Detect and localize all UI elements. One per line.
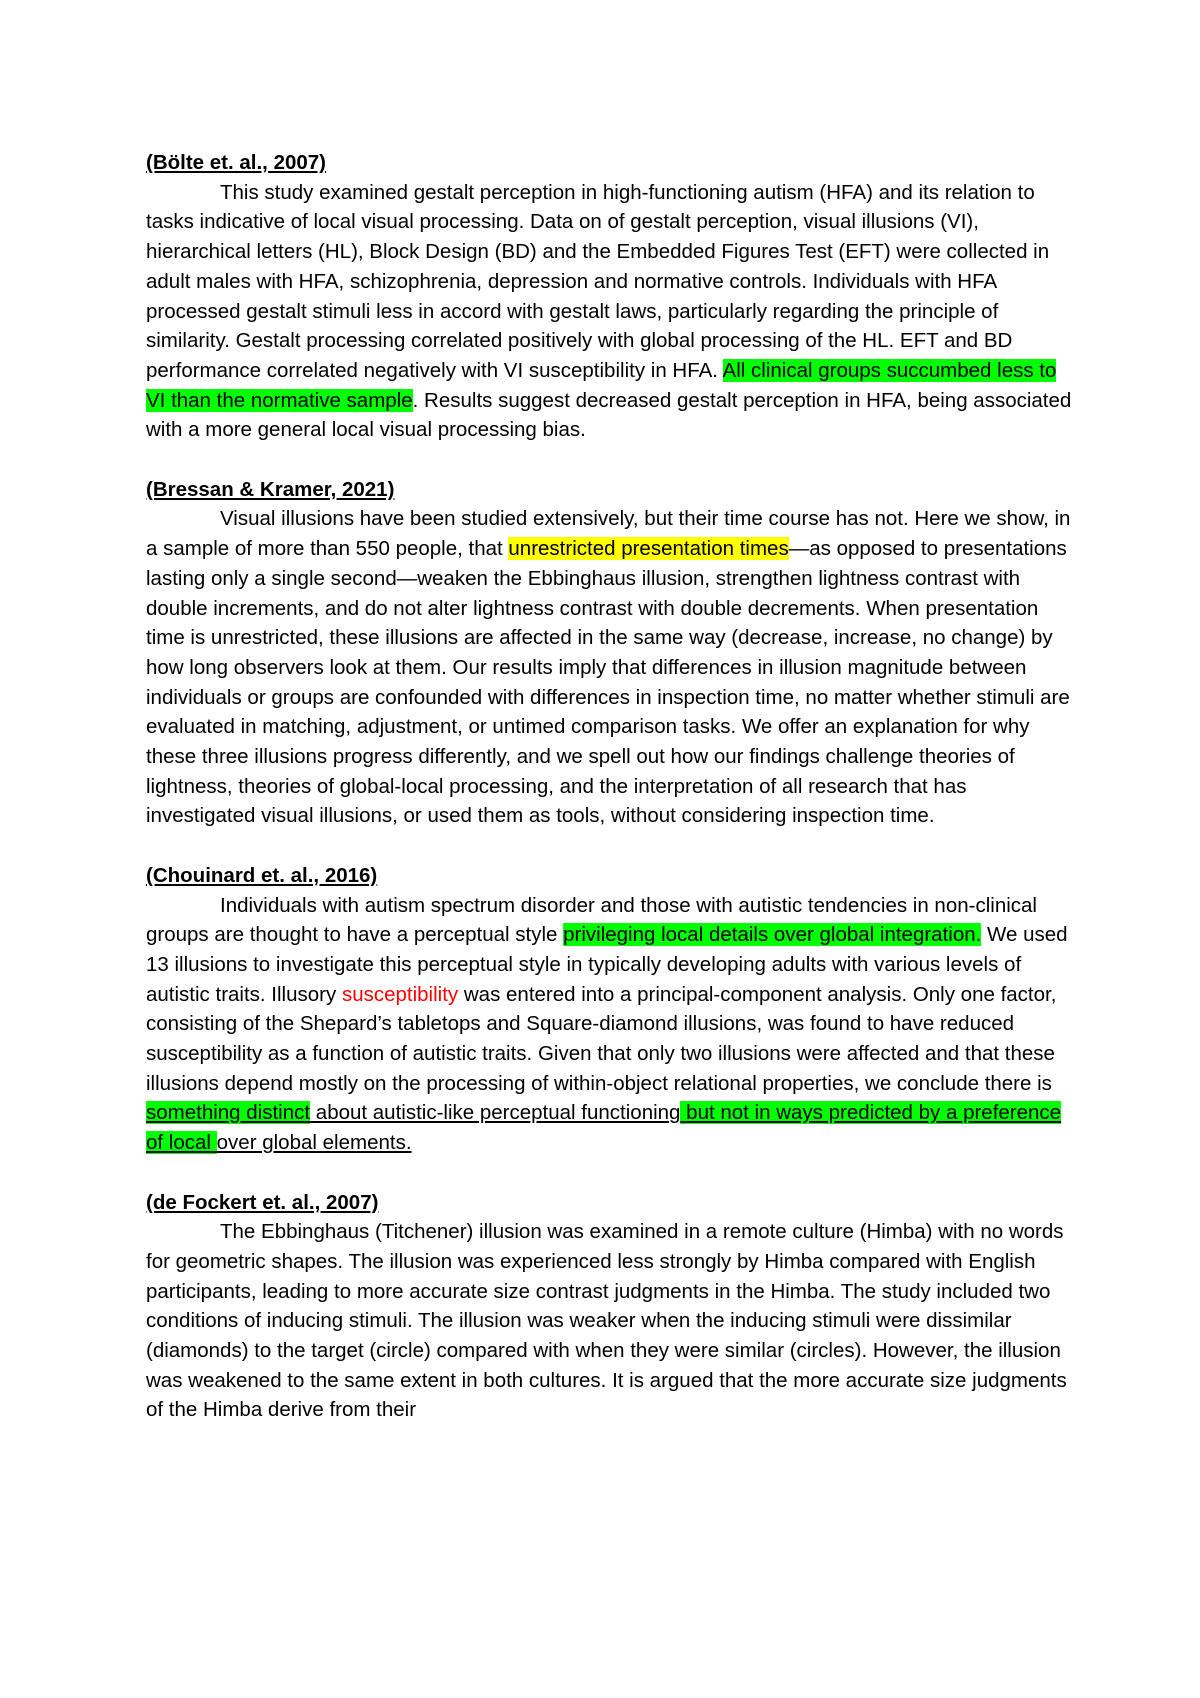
green-highlight: All clinical groups succumbed less to VI than the normative sample xyxy=(146,358,1057,412)
abstract-text: was entered into a principal-component analysis. Only one factor, consisting of the Shepard’s tabletops and Square-diamond illusions, was found to have reduced susceptibility as a function of autistic traits. Given that only two illusions were affected and that these illusions depend mostly on the processing of within-object relational properties, we conclude there is xyxy=(146,982,1057,1095)
abstract-text: This study examined gestalt perception in high-functioning autism (HFA) and its relation to tasks indicative of local visual processing. Data on of gestalt perception, visual illusions (VI), hierarchical letters (HL), Block Design (BD) and the Embedded Figures Test (EFT) were collected in adult males with HFA, schizophrenia, depression and normative controls. Individuals with HFA processed gestalt stimuli less in accord with gestalt laws, particularly regarding the principle of similarity. Gestalt processing correlated positively with global processing of the HL. EFT and BD performance correlated negatively with VI susceptibility in HFA. xyxy=(146,180,1050,382)
abstract-paragraph xyxy=(146,504,1076,831)
abstract-text: Individuals with autism spectrum disorder and those with autistic tendencies in non-clinical groups are thought to have a perceptual style xyxy=(146,893,1037,947)
citation-heading: (de Fockert et. al., 2007) xyxy=(146,1190,379,1214)
red-emphasis: susceptibility xyxy=(341,982,459,1006)
green-highlight-underlined: but not in ways predicted by a preference of local xyxy=(146,1101,1062,1155)
entry-bressan-kramer-2021 xyxy=(146,475,1076,831)
document-page xyxy=(146,148,1076,1455)
yellow-highlight: unrestricted presentation times xyxy=(508,537,789,561)
abstract-text: . Results suggest decreased gestalt perception in HFA, being associated with a more general local visual processing bias. xyxy=(146,388,1072,442)
green-highlight: privileging local details over global integration. xyxy=(563,923,982,947)
abstract-paragraph xyxy=(146,891,1076,1158)
abstract-paragraph xyxy=(146,1217,1076,1425)
abstract-text: The Ebbinghaus (Titchener) illusion was examined in a remote culture (Himba) with no words for geometric shapes. The illusion was experienced less strongly by Himba compared with English participants, leading to more accurate size contrast judgments in the Himba. The study included two conditions of inducing stimuli. The illusion was weaker when the inducing stimuli were dissimilar (diamonds) to the target (circle) compared with when they were similar (circles). However, the illusion was weakened to the same extent in both cultures. It is argued that the more accurate size judgments of the Himba derive from their xyxy=(146,1220,1067,1422)
citation-heading: (Bressan & Kramer, 2021) xyxy=(146,477,395,501)
underlined-text: about autistic-like perceptual functioning xyxy=(310,1101,681,1125)
entry-de-fockert-2007 xyxy=(146,1188,1076,1426)
citation-heading: (Chouinard et. al., 2016) xyxy=(146,863,378,887)
abstract-text: —as opposed to presentations lasting only a single second—weaken the Ebbinghaus illusion, strengthen lightness contrast with double increments, and do not alter lightness contrast with double decrements. When presentation time is unrestricted, these illusions are affected in the same way (decrease, increase, no change) by how long observers look at them. Our results imply that differences in illusion magnitude between individuals or groups are confounded with differences in inspection time, no matter whether stimuli are evaluated in matching, adjustment, or untimed comparison tasks. We offer an explanation for why these three illusions progress differently, and we spell out how our findings challenge theories of lightness, theories of global-local processing, and the interpretation of all research that has investigated visual illusions, or used them as tools, without considering inspection time. xyxy=(146,537,1070,828)
entry-bolte-2007 xyxy=(146,148,1076,445)
citation-heading: (Bölte et. al., 2007) xyxy=(146,151,327,174)
underlined-text: over global elements. xyxy=(216,1131,412,1155)
abstract-paragraph xyxy=(146,178,1076,445)
abstract-text: We used 13 illusions to investigate this perceptual style in typically developing adults with various levels of autistic traits. Illusory xyxy=(146,923,1068,1006)
green-highlight-underlined: something distinct xyxy=(146,1101,311,1125)
abstract-text: Visual illusions have been studied extensively, but their time course has not. Here we show, in a sample of more than 550 people, that xyxy=(146,507,1071,561)
entry-chouinard-2016 xyxy=(146,861,1076,1158)
